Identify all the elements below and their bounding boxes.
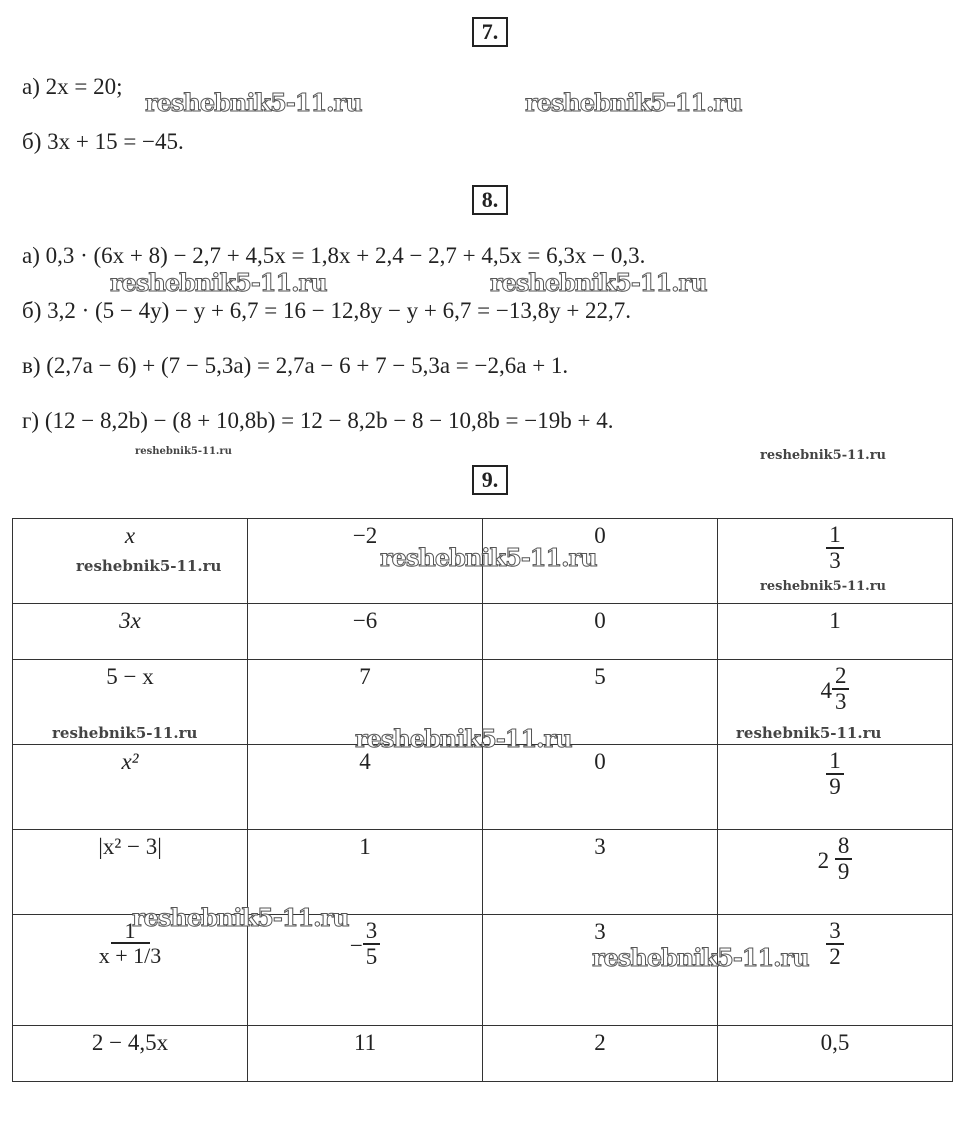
denominator: 2: [829, 944, 841, 970]
task-8-a: а) 0,3 · (6x + 8) − 2,7 + 4,5x = 1,8x + 2,4 − 2,7 + 4,5x = 6,3x − 0,3.: [22, 243, 646, 268]
task-8-c: в) (2,7a − 6) + (7 − 5,3a) = 2,7a − 6 + 7 − 5,3a = −2,6a + 1.: [22, 353, 569, 378]
task-7-a: а) 2x = 20;: [22, 74, 123, 99]
table-cell: −6: [248, 604, 483, 660]
numerator: 1: [826, 523, 844, 549]
table-cell: −2: [248, 519, 483, 604]
table-cell: 0: [483, 745, 718, 830]
table-cell: 2: [483, 1026, 718, 1082]
numerator: 1: [111, 919, 150, 944]
table-cell: 3: [483, 830, 718, 915]
denominator: x + 1/3: [98, 943, 162, 969]
task-8-b: б) 3,2 · (5 − 4y) − y + 6,7 = 16 − 12,8y − y + 6,7 = −13,8y + 22,7.: [22, 298, 632, 323]
table-cell: 5 − x: [13, 660, 248, 745]
table-cell: 1: [248, 830, 483, 915]
fraction: [826, 523, 844, 573]
table-cell: 11: [248, 1026, 483, 1082]
fraction: [832, 664, 850, 714]
watermark: reshebnik5-11.ru: [490, 268, 707, 297]
numerator: 3: [363, 919, 381, 945]
table-cell: 4: [248, 745, 483, 830]
watermark: reshebnik5-11.ru: [145, 88, 362, 117]
watermark: reshebnik5-11.ru: [760, 579, 887, 594]
watermark: reshebnik5-11.ru: [592, 943, 809, 972]
denominator: 9: [837, 859, 850, 885]
values-table: [12, 518, 953, 1082]
table-cell: 0: [483, 604, 718, 660]
numerator: 1: [826, 749, 844, 775]
table-row: [13, 830, 953, 915]
whole-part: 4: [820, 678, 832, 703]
watermark: reshebnik5-11.ru: [132, 903, 349, 932]
whole-part: 2: [817, 848, 830, 873]
task-number-9: 9.: [472, 465, 508, 495]
fraction: [835, 834, 853, 884]
watermark: reshebnik5-11.ru: [760, 448, 887, 463]
table-cell: 7: [248, 660, 483, 745]
task-8-d: г) (12 − 8,2b) − (8 + 10,8b) = 12 − 8,2b − 8 − 10,8b = −19b + 4.: [22, 408, 614, 433]
sign: −: [349, 933, 363, 958]
table-row: [13, 745, 953, 830]
numerator: 2: [832, 664, 850, 690]
table-row: [13, 1026, 953, 1082]
watermark: reshebnik5-11.ru: [525, 88, 742, 117]
task-7-b: б) 3x + 15 = −45.: [22, 129, 184, 154]
table-cell: 5: [483, 660, 718, 745]
denominator: 3: [829, 548, 841, 574]
table-row: [13, 604, 953, 660]
table-cell: x²: [13, 745, 248, 830]
table-cell: [717, 745, 952, 830]
fraction: [826, 749, 844, 799]
denominator: 5: [365, 944, 378, 970]
watermark: reshebnik5-11.ru: [76, 557, 222, 575]
task-number-7: 7.: [472, 17, 508, 47]
table-cell: 3: [483, 915, 718, 1026]
watermark: reshebnik5-11.ru: [380, 543, 597, 572]
table-cell: [717, 830, 952, 915]
table-cell: 0,5: [717, 1026, 952, 1082]
table-cell: 3x: [13, 604, 248, 660]
numerator: 8: [835, 834, 853, 860]
denominator: 9: [829, 774, 841, 800]
watermark: reshebnik5-11.ru: [736, 724, 882, 742]
table-cell: x: [13, 519, 248, 604]
table-cell: 0: [483, 519, 718, 604]
watermark: reshebnik5-11.ru: [52, 724, 198, 742]
watermark: reshebnik5-11.ru: [355, 724, 572, 753]
numerator: 3: [826, 919, 844, 945]
fraction: [363, 919, 381, 969]
table-cell: 2 − 4,5x: [13, 1026, 248, 1082]
task-number-8: 8.: [472, 185, 508, 215]
fraction: [826, 919, 844, 969]
table-cell: |x² − 3|: [13, 830, 248, 915]
table-cell: 1: [717, 604, 952, 660]
denominator: 3: [834, 689, 847, 715]
watermark: reshebnik5-11.ru: [110, 268, 327, 297]
watermark: reshebnik5-11.ru: [135, 446, 232, 457]
